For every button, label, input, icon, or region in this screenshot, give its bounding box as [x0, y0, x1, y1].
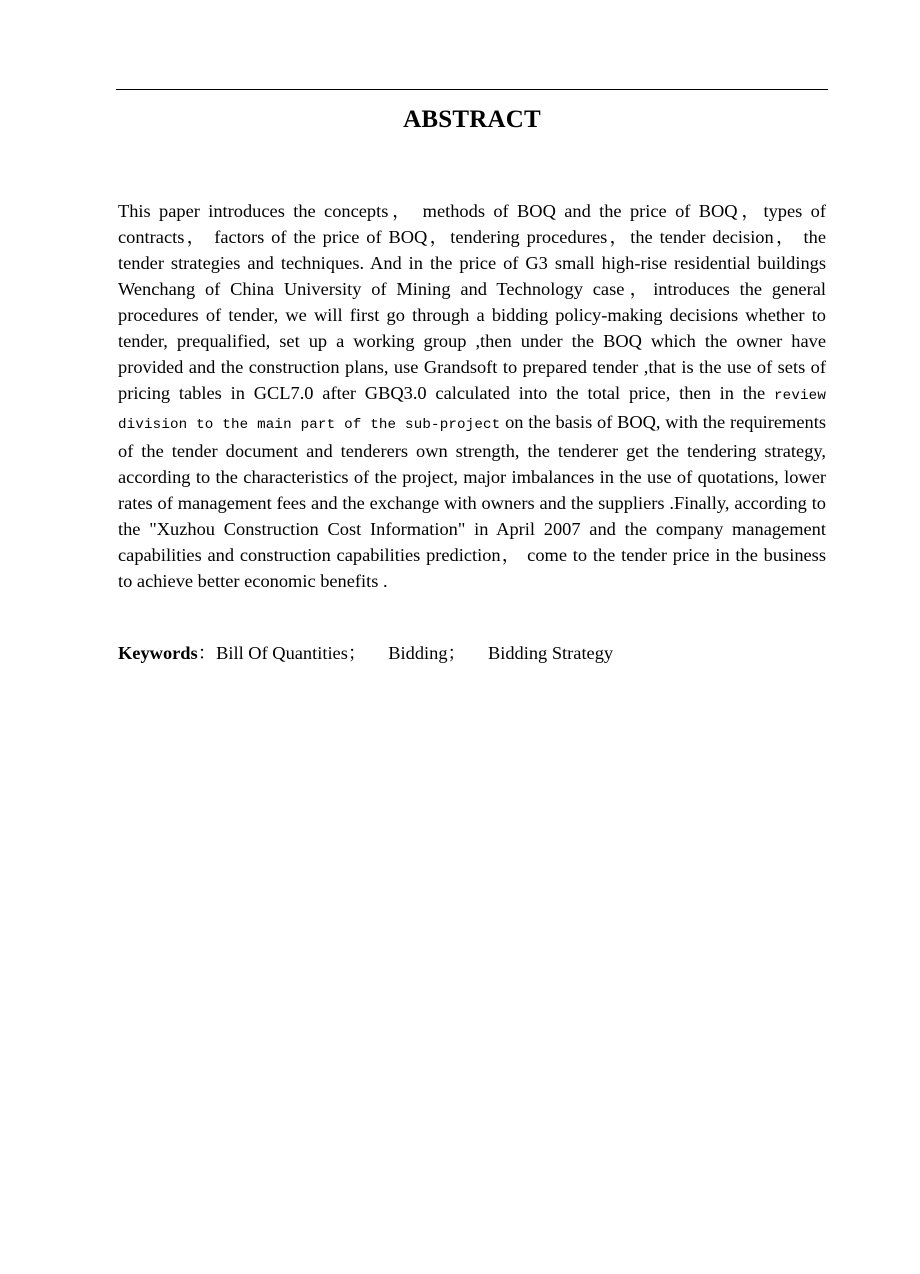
keyword-item: Bill Of Quantities；: [216, 643, 367, 663]
abstract-text-monospace: review division to the main part of the sub-project: [118, 388, 826, 433]
keyword-item: Bidding Strategy: [487, 643, 614, 663]
keywords-label: Keywords: [118, 643, 198, 663]
header-rule: [116, 89, 828, 90]
abstract-text-part-1: This paper introduces the concepts， methods of BOQ and the price of BOQ，types of contracts， factors of the price of BOQ，tendering procedures，the tender decision， the tender strategies and techniques. And in the price of G3 small high-rise residential buildings Wenchang of China University of Mining and Technology case，introduces the general procedures of tender, we will first go through a bidding policy-making decisions whether to tender, prequalified, set up a working group ,then under the BOQ which the owner have provided and the construction plans, use Grandsoft to prepared tender ,that is the use of sets of pricing tables in GCL7.0 after GBQ3.0 calculated into the total price, then in the: [118, 201, 826, 403]
page-title: ABSTRACT: [403, 106, 541, 133]
keywords-line: [118, 640, 826, 666]
abstract-text-part-2: on the basis of BOQ, with the requirements of the tender document and tenderers own strength, the tenderer get the tendering strategy, according to the characteristics of the project, major imbalances in the use of quotations, lower rates of management fees and the exchange with owners and the suppliers .Finally, according to the "Xuzhou Construction Cost Information" in April 2007 and the company management capabilities and construction capabilities prediction， come to the tender price in the business to achieve better economic benefits .: [118, 412, 826, 591]
keywords-separator: ：: [197, 643, 217, 663]
keyword-item: Bidding；: [388, 643, 466, 663]
abstract-body: [118, 198, 826, 594]
